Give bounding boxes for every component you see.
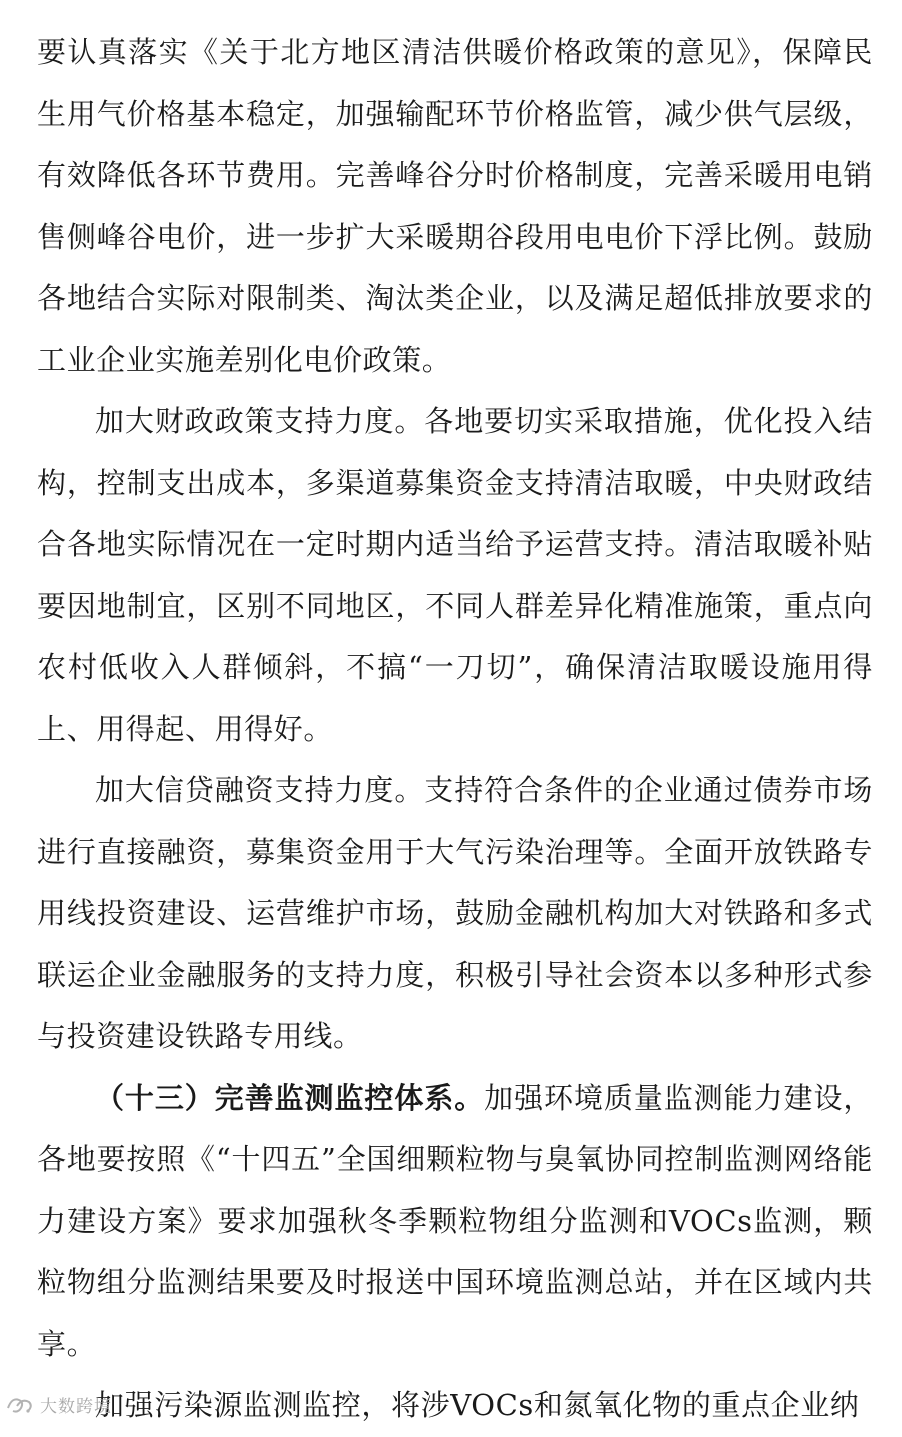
section-heading: （十三）完善监测监控体系。 — [95, 1080, 485, 1115]
paragraph-monitoring-system — [37, 1068, 873, 1376]
paragraph-pollution-source: 加强污染源监测监控，将涉VOCs和氮氧化物的重点企业纳 — [95, 1388, 860, 1422]
paragraph-monitoring-body: 加强环境质量监测能力建设，各地要按照《“十四五”全国细颗粒物与臭氧协同控制监测网络能力建设方案》要求加强秋冬季颗粒物组分监测和VOCs监测，颗粒物组分监测结果要及时报送中国环境监测总站，并在区域内共享。 — [37, 1080, 873, 1361]
watermark-text: 大数跨境 — [40, 1397, 112, 1417]
watermark — [4, 1392, 112, 1417]
paragraph-price-policy: 要认真落实《关于北方地区清洁供暖价格政策的意见》，保障民生用气价格基本稳定，加强输配环节价格监管，减少供气层级，有效降低各环节费用。完善峰谷分时价格制度，完善采暖用电销售侧峰谷电价，进一步扩大采暖期谷段用电电价下浮比例。鼓励各地结合实际对限制类、淘汰类企业，以及满足超低排放要求的工业企业实施差别化电价政策。 — [37, 35, 873, 377]
document-page — [37, 22, 873, 1437]
paragraph-fiscal-support: 加大财政政策支持力度。各地要切实采取措施，优化投入结构，控制支出成本，多渠道募集资金支持清洁取暖，中央财政结合各地实际情况在一定时期内适当给予运营支持。清洁取暖补贴要因地制宜，区别不同地区，不同人群差异化精准施策，重点向农村低收入人群倾斜，不搞“一刀切”，确保清洁取暖设施用得上、用得起、用得好。 — [37, 404, 873, 746]
logo-icon — [4, 1394, 34, 1416]
paragraph-credit-support: 加大信贷融资支持力度。支持符合条件的企业通过债券市场进行直接融资，募集资金用于大气污染治理等。全面开放铁路专用线投资建设、运营维护市场，鼓励金融机构加大对铁路和多式联运企业金融服务的支持力度，积极引导社会资本以多种形式参与投资建设铁路专用线。 — [37, 773, 873, 1053]
